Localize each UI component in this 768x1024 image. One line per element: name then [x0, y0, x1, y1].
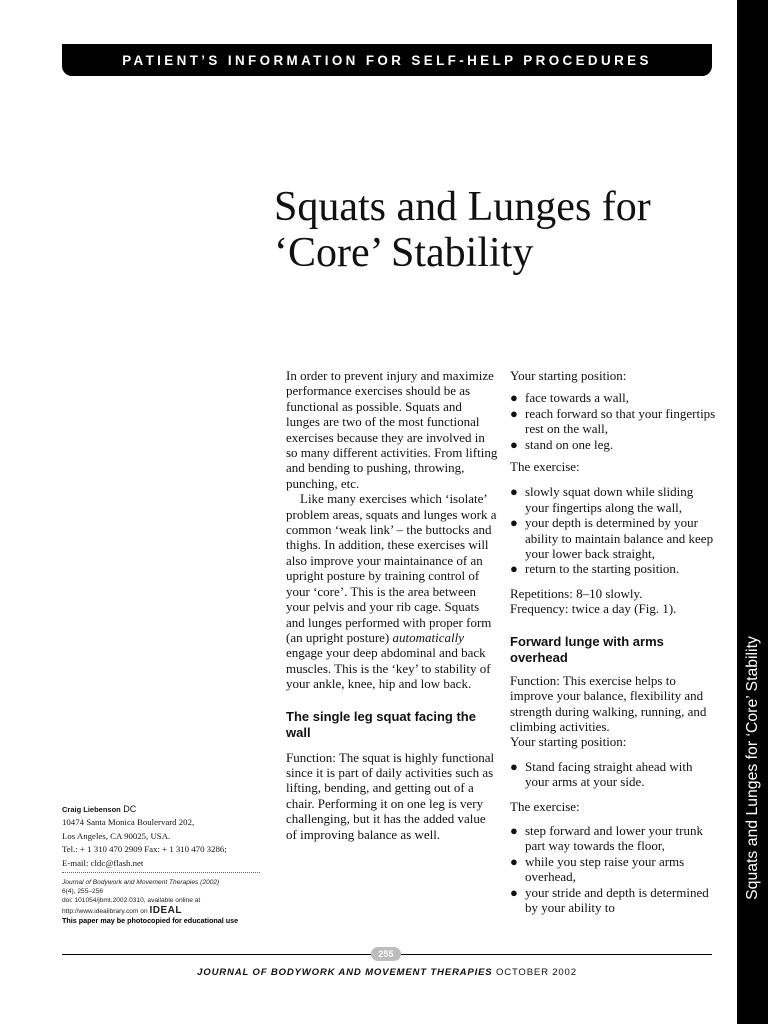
bullet-icon: ● — [510, 515, 518, 531]
photocopy-notice: This paper may be photocopied for educational use — [62, 915, 239, 925]
section1-function: Function: The squat is highly functional since it is part of daily activities such as lifting, bending, and getting out of a chair. Performing it on one leg is very challenging, but it has the added value of improving balance as well. — [286, 749, 495, 842]
author-email: E-mail: cldc@flash.net — [62, 857, 144, 868]
frequency-text: Frequency: twice a day (Fig. 1). — [510, 601, 677, 617]
exercise-label: The exercise: — [510, 459, 580, 475]
intro-p2-emphasis: automatically — [392, 629, 465, 645]
exercise-list — [510, 484, 718, 576]
bullet-icon: ● — [510, 390, 518, 406]
list-item: ● face towards a wall, — [510, 390, 629, 406]
section-heading-forward-lunge: Forward lunge with arms overhead — [510, 633, 664, 665]
intro-p2-text-end: engage your deep abdominal and back muscles. This is the ‘key’ to stability of your ankle, knee, hip and low back. — [286, 645, 491, 692]
footer-line — [62, 967, 712, 978]
bullet-icon: ● — [510, 853, 518, 869]
author-degree: DC — [123, 804, 137, 814]
list-item: ● return to the starting position. — [510, 561, 680, 577]
citation-block — [62, 878, 272, 925]
bullet-icon: ● — [510, 822, 518, 838]
bullet-icon: ● — [510, 436, 518, 452]
footer-date: OCTOBER 2002 — [495, 967, 577, 978]
starting-position-label-2: Your starting position: — [510, 734, 627, 750]
article-title — [274, 184, 734, 276]
starting-position-label: Your starting position: — [510, 368, 627, 383]
footer-journal: JOURNAL OF BODYWORK AND MOVEMENT THERAPIES — [197, 967, 493, 978]
author-address-2: Los Angeles, CA 90025, USA. — [62, 830, 171, 841]
starting-position-list — [510, 390, 718, 452]
text-column-2 — [510, 368, 718, 915]
side-tab-text: Squats and Lunges for ‘Core’ Stability — [744, 636, 761, 900]
citation-url: http://www.idealibrary.com on — [62, 907, 148, 915]
author-phone: Tel.: + 1 310 470 2909 Fax: + 1 310 470 3286; — [62, 844, 227, 855]
list-item: ● your depth is determined by your ability to maintain balance and keep your lower back straight, — [510, 515, 714, 562]
citation-url-line — [62, 906, 272, 916]
list-item: ● while you step raise your arms overhead, — [510, 853, 685, 885]
section2-function: Function: This exercise helps to improve your balance, flexibility and strength during walking, running, and climbing activities. — [510, 672, 707, 734]
citation-doi: doi: 101054/jbmt.2002.0310, available online at — [62, 897, 201, 905]
list-item: ● Stand facing straight ahead with your arms at your side. — [510, 758, 693, 790]
title-line-1: Squats and Lunges for — [274, 184, 651, 230]
bullet-icon: ● — [510, 758, 518, 774]
page-number-badge: 255 — [371, 947, 401, 961]
bullet-icon: ● — [510, 561, 518, 577]
starting-position-list-2 — [510, 759, 718, 790]
intro-paragraph-2 — [286, 491, 498, 691]
bullet-icon: ● — [510, 405, 518, 421]
citation-volume: 6(4), 255–256 — [62, 888, 104, 896]
bullet-icon: ● — [510, 884, 518, 900]
exercise-label-2: The exercise: — [510, 798, 580, 814]
author-name-line — [62, 803, 272, 816]
citation-journal: Journal of Bodywork and Movement Therapies (2002) — [62, 879, 220, 886]
author-block — [62, 803, 272, 870]
list-item: ● stand on one leg. — [510, 436, 614, 452]
author-address-1: 10474 Santa Monica Boulervard 202, — [62, 817, 195, 828]
bullet-icon: ● — [510, 484, 518, 500]
intro-p2-text: Like many exercises which ‘isolate’ problem areas, squats and lunges work a common ‘weak link’ – the buttocks and thighs. In addition, these exercises will also improve your maintainance of an upright posture by training control of your ‘core’. This is the area between your pelvis and your rib cage. Squats and lunges performed with proper form (an upright posture) — [286, 491, 497, 645]
header-banner — [62, 45, 712, 76]
text-column-1 — [286, 368, 498, 842]
ideal-logo: IDEAL — [149, 904, 182, 916]
author-name: Craig Liebenson — [62, 805, 121, 814]
list-item: ● slowly squat down while sliding your fingertips along the wall, — [510, 484, 694, 515]
list-item: ● reach forward so that your fingertips rest on the wall, — [510, 405, 716, 437]
intro-paragraph-1: In order to prevent injury and maximize performance exercises should be as functional as possible. Squats and lunges are two of the most functional exercises because they are involved in so many different activities. From lifting and bending to pushing, throwing, punching, etc. — [286, 368, 498, 491]
list-item: ● step forward and lower your trunk part way towards the floor, — [510, 822, 703, 854]
list-item: ● your stride and depth is determined by your ability to — [510, 884, 709, 915]
repetitions-text: Repetitions: 8–10 slowly. — [510, 585, 643, 601]
divider — [62, 872, 260, 873]
section-heading-single-leg-squat: The single leg squat facing the wall — [286, 708, 476, 740]
exercise-list-2 — [510, 823, 718, 915]
header-banner-text: PATIENT’S INFORMATION FOR SELF-HELP PROCEDURES — [122, 53, 652, 68]
title-line-2: ‘Core’ Stability — [274, 230, 534, 276]
